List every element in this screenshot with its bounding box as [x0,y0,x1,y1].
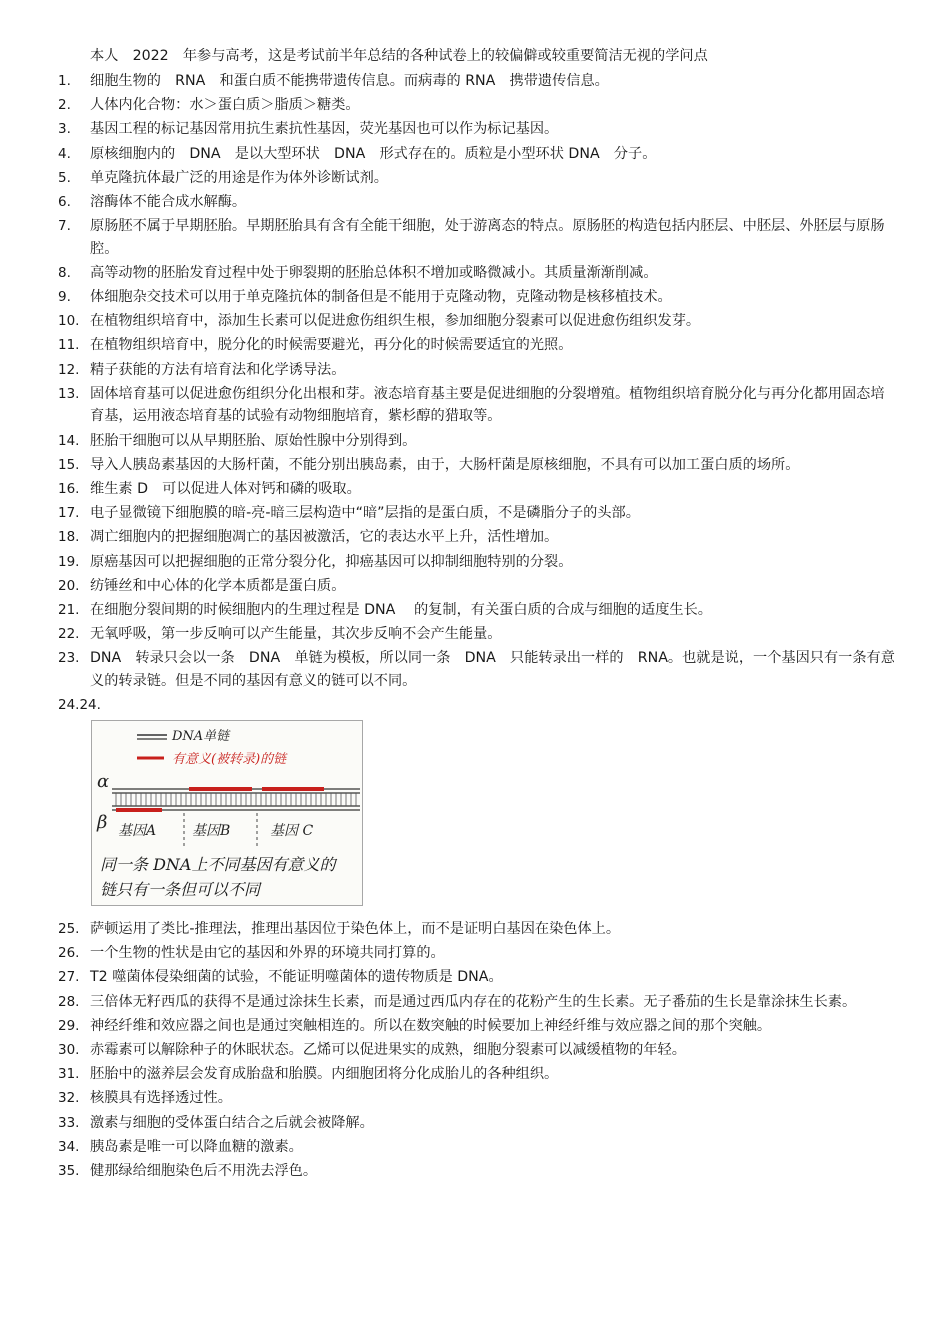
figure-note [100,855,341,899]
item-number: 15. [58,456,80,473]
item-text: 凋亡细胞内的把握细胞凋亡的基因被激活，它的表达水平上升，活性增加。 [90,529,559,546]
item-number: 25. [58,921,80,938]
item-number: 9. [58,289,71,306]
legend-dna-strand: DNA单链 [172,729,230,745]
item-text: 原肠胚不属于早期胚胎。早期胚胎具有含有全能干细胞，处于游离态的特点。原肠胚的构造包括内胚层、中胚层、外胚层与原肠腔。 [90,218,885,257]
item-number: 13. [58,385,80,402]
item-text: 电子显微镜下细胞膜的暗-亮-暗三层构造中“暗”层指的是蛋白质，不是磷脂分子的头部。 [90,505,640,522]
item-number: 28. [58,993,80,1010]
list-item [58,215,898,260]
list-item [58,1160,898,1183]
item-text: 三倍体无籽西瓜的获得不是通过涂抹生长素，而是通过西瓜内存在的花粉产生的生长素。无子番茄的生长是靠涂抹生长素。 [90,993,857,1010]
item-text: DNA 转录只会以一条 DNA 单链为模板，所以同一条 DNA 只能转录出一样的 RNA。也就是说，一个基因只有一条有意义的转录链。但是不同的基因有意义的链可以不同。 [90,650,895,689]
item-number: 23. [58,650,80,667]
list-item [58,1063,898,1086]
item-number: 18. [58,529,80,546]
item-text: 细胞生物的 RNA 和蛋白质不能携带遗传信息。而病毒的 RNA 携带遗传信息。 [90,73,609,89]
item-text: 胰岛素是唯一可以降血糖的激素。 [90,1138,303,1155]
item-number: 11. [58,337,80,354]
dna-diagram [92,721,362,905]
item-text: 原核细胞内的 DNA 是以大型环状 DNA 形式存在的。质粒是小型环状 DNA 分子。 [90,145,657,162]
item-number: 14. [58,432,80,449]
list-item [58,991,898,1014]
item-text: 一个生物的性状是由它的基因和外界的环境共同打算的。 [90,945,445,962]
item-text: 原癌基因可以把握细胞的正常分裂分化，抑癌基因可以抑制细胞特别的分裂。 [90,553,573,570]
intro-line: 本人 2022 年参与高考，这是考试前半年总结的各种试卷上的较偏僻或较重要简洁无视的学问点 [90,48,708,64]
item-text: 胚胎干细胞可以从早期胚胎、原始性腺中分别得到。 [90,432,417,449]
list-item [58,623,898,646]
item-text: 萨顿运用了类比-推理法，推理出基因位于染色体上，而不是证明白基因在染色体上。 [90,921,621,938]
item-number: 5. [58,169,71,186]
list-item [58,1136,898,1159]
item-text: 人体内化合物：水＞蛋白质＞脂质＞糖类。 [90,97,360,114]
item-number: 33. [58,1114,80,1131]
item-number: 2. [58,97,71,114]
list-item [58,1039,898,1062]
dna-strand-figure [91,720,363,906]
beta-label: β [97,812,108,834]
list-item [58,430,898,453]
item-number: 27. [58,969,80,986]
list-item [58,478,898,501]
list-item [58,454,898,477]
item-text: 固体培育基可以促进愈伤组织分化出根和芽。液态培育基主要是促进细胞的分裂增殖。植物组织培育脱分化与再分化都用固态培育基，运用液态培育基的试验有动物细胞培育，紫杉醇的猎取等。 [90,385,885,425]
item-number: 32. [58,1090,80,1107]
item-number: 26. [58,945,80,962]
item-24-label: 24.24. [58,697,101,714]
list-item [58,1015,898,1038]
list-item [58,262,898,285]
item-text: 基因工程的标记基因常用抗生素抗性基因，荧光基因也可以作为标记基因。 [90,121,559,138]
alpha-label: α [97,771,110,793]
list-item [58,942,898,965]
list-item [58,310,898,333]
item-number: 8. [58,264,71,281]
list-item [58,551,898,574]
gene-a-label: 基因A [118,823,157,840]
list-item [58,647,898,692]
item-text: 在植物组织培育中，添加生长素可以促进愈伤组织生根，参加细胞分裂素可以促进愈伤组织发芽。 [90,313,701,330]
figure-note-line-2: 链只有一条但可以不同 [100,880,261,900]
item-number: 34. [58,1138,80,1155]
list-item [58,191,898,214]
item-text: 导入人胰岛素基因的大肠杆菌，不能分别出胰岛素，由于，大肠杆菌是原核细胞，不具有可以加工蛋白质的场所。 [90,456,800,473]
item-number: 29. [58,1017,80,1034]
item-text: 在植物组织培育中，脱分化的时候需要避光，再分化的时候需要适宜的光照。 [90,337,573,354]
notes-list [58,70,898,1184]
list-item [58,359,898,382]
item-number: 30. [58,1042,80,1059]
item-text: 溶酶体不能合成水解酶。 [90,193,247,210]
base-pair-rungs [116,793,356,806]
item-number: 7. [58,218,71,235]
item-number: 10. [58,313,80,330]
item-number: 12. [58,361,80,378]
legend-meaningful-strand: 有意义(被转录)的链 [172,752,287,768]
item-text: 赤霉素可以解除种子的休眠状态。乙烯可以促进果实的成熟，细胞分裂素可以减缓植物的年轻。 [90,1042,686,1059]
list-item [58,599,898,622]
item-number: 19. [58,553,80,570]
item-text: 健那绿给细胞染色后不用洗去浮色。 [90,1162,318,1179]
item-text: 核膜具有选择透过性。 [90,1090,232,1107]
item-number: 6. [58,193,71,210]
item-number: 31. [58,1066,80,1083]
list-item [58,286,898,309]
list-item [58,502,898,525]
item-number: 4. [58,145,71,162]
item-number: 16. [58,481,80,497]
item-text: 在细胞分裂间期的时候细胞内的生理过程是 DNA 的复制，有关蛋白质的合成与细胞的适度生长。 [90,601,712,618]
figure-note-line-1: 同一条 DNA上不同基因有意义的 [100,855,336,875]
list-item [58,966,898,989]
item-number: 21. [58,601,80,618]
list-item [58,1087,898,1110]
notes-list-part-2 [58,918,898,1182]
item-number: 20. [58,577,80,594]
gene-c-label: 基因 C [270,823,314,840]
list-item [58,1112,898,1135]
item-text: 体细胞杂交技术可以用于单克隆抗体的制备但是不能用于克隆动物，克隆动物是核移植技术。 [90,289,672,306]
item-text: 单克隆抗体最广泛的用途是作为体外诊断试剂。 [90,169,388,186]
list-item [58,526,898,549]
item-number: 35. [58,1162,80,1179]
item-text: T2 噬菌体侵染细菌的试验，不能证明噬菌体的遗传物质是 DNA。 [90,969,503,986]
item-text: 纺锤丝和中心体的化学本质都是蛋白质。 [90,577,346,594]
item-number: 3. [58,121,71,138]
list-item [58,918,898,941]
item-text: 神经纤维和效应器之间也是通过突触相连的。所以在数突触的时候要加上神经纤维与效应器之间的那个突触。 [90,1017,772,1034]
notes-list-part-1 [58,70,898,693]
item-text: 激素与细胞的受体蛋白结合之后就会被降解。 [90,1114,374,1131]
list-item [58,94,898,117]
list-item [58,143,898,166]
list-item [58,118,898,141]
item-text: 维生素 D 可以促进人体对钙和磷的吸取。 [90,481,361,497]
list-item [58,70,898,93]
item-number: 1. [58,73,71,89]
gene-b-label: 基因B [192,823,231,840]
item-text: 高等动物的胚胎发育过程中处于卵裂期的胚胎总体积不增加或略微减小。其质量渐渐削减。 [90,264,658,281]
list-item [58,383,898,428]
item-text: 精子获能的方法有培育法和化学诱导法。 [90,361,346,378]
list-item [58,167,898,190]
list-item [58,575,898,598]
item-number: 22. [58,626,80,643]
item-text: 胚胎中的滋养层会发育成胎盘和胎膜。内细胞团将分化成胎儿的各种组织。 [90,1066,559,1083]
item-number: 17. [58,505,80,522]
item-text: 无氧呼吸，第一步反响可以产生能量，其次步反响不会产生能量。 [90,626,502,643]
list-item [58,334,898,357]
